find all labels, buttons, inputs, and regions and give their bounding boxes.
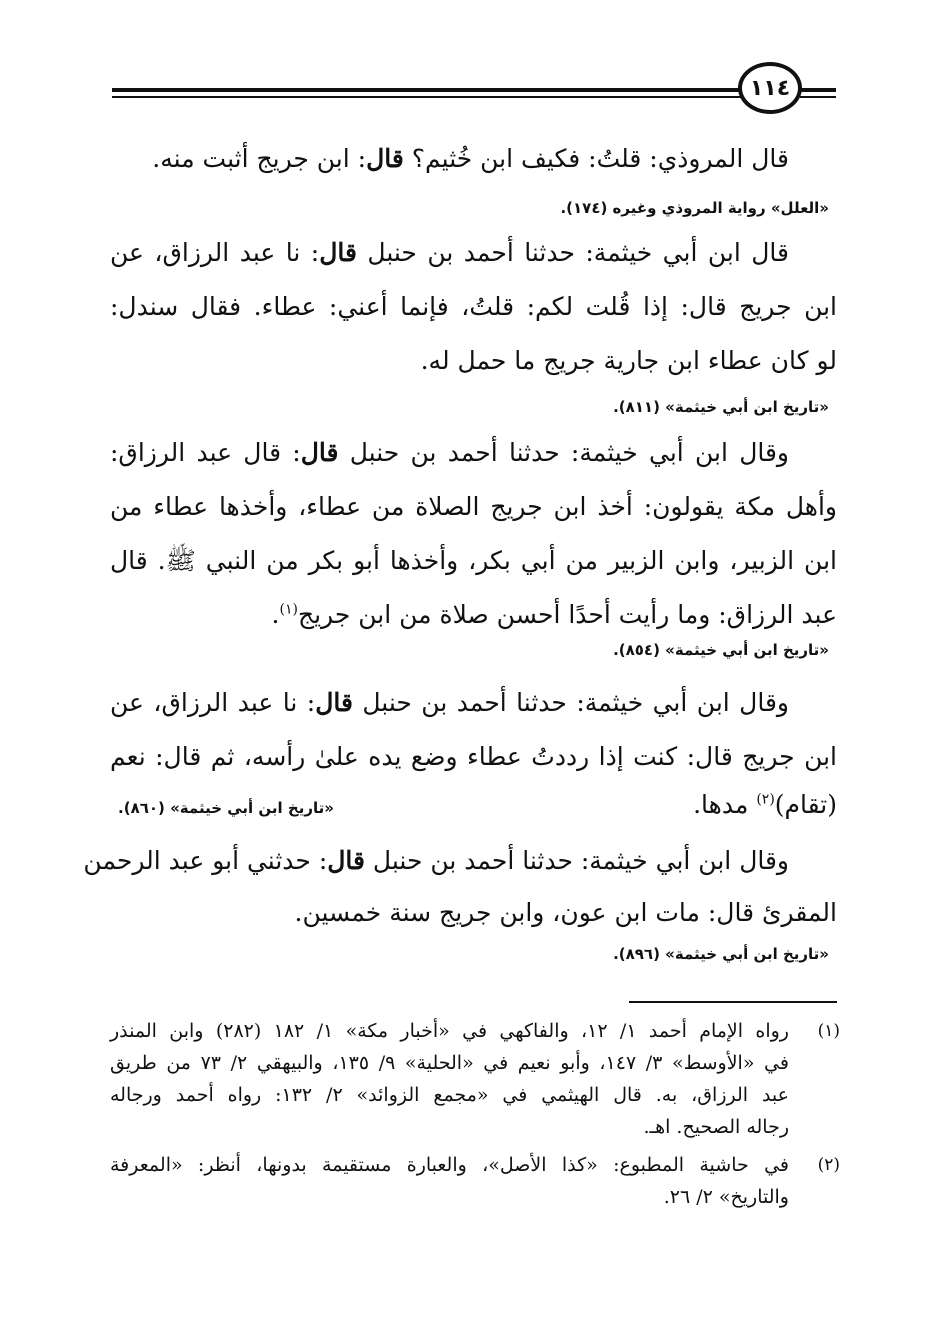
footnote-separator [629,1001,837,1003]
footnote-2-number: (٢) [817,1155,840,1175]
entry-4-source: «تاريخ ابن أبي خيثمة» (٨٦٠). [118,799,334,817]
entry-3-source: «تاريخ ابن أبي خيثمة» (٨٥٤). [613,641,829,659]
footnote-2-line-1: في حاشية المطبوع: «كذا الأصل»، والعبارة مستقيمة بدونها، أنظر: «المعرفة [110,1154,789,1176]
entry-2-line-2: ابن جريج قال: إذا قُلت لكم: قلتُ، فإنما أعني: عطاء. فقال سندل: [110,292,837,321]
entry-3-line-1: وقال ابن أبي خيثمة: حدثنا أحمد بن حنبل قال: قال عبد الرزاق: [110,438,790,467]
entry-2-source: «تاريخ ابن أبي خيثمة» (٨١١). [613,398,829,416]
entry-5-source: «تاريخ ابن أبي خيثمة» (٨٩٦). [613,945,829,963]
header-rule-tail [800,88,836,92]
entry-2-line-3: لو كان عطاء ابن جارية جريج ما حمل له. [420,346,837,375]
entry-2-line-1: قال ابن أبي خيثمة: حدثنا أحمد بن حنبل قال: نا عبد الرزاق، عن [110,238,789,267]
entry-5-line-1: وقال ابن أبي خيثمة: حدثنا أحمد بن حنبل قال: حدثني أبو عبد الرحمن [83,846,789,875]
entry-3-line-4: عبد الرزاق: وما رأيت أحدًا أحسن صلاة من ابن جريج$^{(١)}$. [271,600,837,629]
entry-5-line-2: المقرئ قال: مات ابن عون، وابن جريج سنة خمسين. [294,898,837,927]
footnote-ref-2: (٢) [756,791,775,808]
footnote-1-line-3: عبد الرزاق، به. قال الهيثمي في «مجمع الزوائد» ٢/ ١٣٢: رواه أحمد ورجاله [110,1084,789,1106]
entry-4-line-3: (تقام)$^{(٢)}$ مدها. [693,790,837,819]
entry-1-source: «العلل» رواية المروذي وغيره (١٧٤). [560,199,829,217]
page-number: ١١٤ [738,62,802,114]
entry-4-line-1: وقال ابن أبي خيثمة: حدثنا أحمد بن حنبل قال: نا عبد الرزاق، عن [110,688,789,717]
header-rule-thin [112,96,742,98]
header-rule [112,88,742,92]
entry-3-line-3: ابن الزبير، وابن الزبير من أبي بكر، وأخذها أبو بكر من النبي ﷺ. قال [110,546,837,575]
footnote-1-line-4: رجاله الصحيح. اهـ. [643,1116,789,1138]
entry-4-line-2: ابن جريج قال: كنت إذا رددتُ عطاء وضع يده علىٰ رأسه، ثم قال: نعم [110,742,837,771]
footnote-2-line-2: والتاريخ» ٢/ ٢٦. [663,1186,789,1208]
entry-1-line-1: قال المروذي: قلتُ: فكيف ابن خُثيم؟ قال: ابن جريج أثبت منه. [152,144,789,173]
footnote-1-line-1: رواه الإمام أحمد ١/ ١٢، والفاكهي في «أخبار مكة» ١/ ١٨٢ (٢٨٢) وابن المنذر [110,1020,789,1042]
entry-3-line-2: وأهل مكة يقولون: أخذ ابن جريج الصلاة من عطاء، وأخذها عطاء من [110,492,837,521]
header-rule-tail-thin [800,96,836,98]
footnote-1-line-2: في «الأوسط» ٣/ ١٤٧، وأبو نعيم في «الحلية» ٩/ ١٣٥، والبيهقي ٢/ ٧٣ من طريق [110,1052,789,1074]
footnote-ref-1: (١) [279,601,298,618]
footnote-1-number: (١) [817,1021,840,1041]
